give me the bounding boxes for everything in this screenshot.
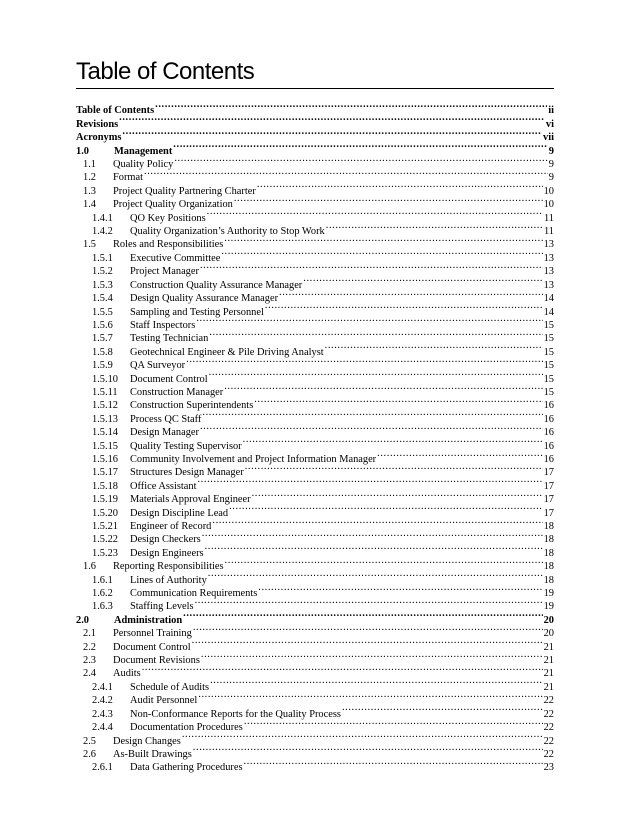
toc-entry[interactable] — [76, 663, 554, 680]
dot-leader — [192, 636, 543, 649]
toc-entry-label: Personnel Training — [113, 628, 192, 640]
toc-entry-label: Project Manager — [130, 266, 199, 278]
toc-entry-label: Audit Personnel — [130, 695, 198, 707]
dot-leader — [207, 207, 543, 220]
toc-entry[interactable] — [76, 180, 554, 197]
toc-entry-number: 1.5.14 — [92, 427, 118, 439]
toc-entry-page-number: 17 — [543, 494, 554, 506]
toc-entry-page-number: 16 — [543, 400, 554, 412]
toc-entry-page-number: 10 — [543, 185, 554, 197]
toc-entry-label: Document Control — [130, 373, 208, 385]
dot-leader — [234, 194, 543, 207]
dot-leader — [258, 583, 542, 596]
toc-entry-page-number: 13 — [543, 266, 554, 278]
toc-entry[interactable] — [76, 140, 554, 157]
dot-leader — [209, 368, 543, 381]
toc-entry-page-number: 15 — [543, 346, 554, 358]
toc-entry-page-number: 22 — [543, 735, 554, 747]
toc-entry-number: 2.3 — [83, 655, 96, 667]
toc-entry-label: Revisions — [76, 118, 119, 130]
dot-leader — [265, 301, 543, 314]
toc-entry-number: 2.5 — [83, 735, 96, 747]
toc-entry-label: Administration — [114, 614, 183, 626]
toc-entry-number: 2.4.1 — [92, 681, 113, 693]
toc-entry-page-number: 16 — [543, 453, 554, 465]
toc-entry-label: Quality Policy — [113, 159, 174, 171]
dot-leader — [377, 449, 542, 462]
toc-entry-page-number: 9 — [548, 145, 554, 157]
dot-leader — [229, 502, 543, 515]
toc-entry-page-number: 15 — [543, 386, 554, 398]
dot-leader — [224, 234, 542, 247]
dot-leader — [144, 167, 548, 180]
toc-entry-page-number: 22 — [543, 695, 554, 707]
toc-entry-page-number: 21 — [543, 668, 554, 680]
toc-entry-label: Design Quality Assurance Manager — [130, 293, 279, 305]
dot-leader — [208, 569, 543, 582]
toc-entry-label: Schedule of Audits — [130, 681, 210, 693]
dot-leader — [303, 274, 542, 287]
toc-entry-page-number: 22 — [543, 748, 554, 760]
dot-leader — [212, 516, 542, 529]
toc-entry-number: 1.5.5 — [92, 306, 113, 318]
toc-entry-label: Structures Design Manager — [130, 467, 244, 479]
toc-entry-label: Community Involvement and Project Information Manager — [130, 453, 377, 465]
toc-entry-number: 1.6.2 — [92, 588, 113, 600]
toc-entry-page-number: 18 — [543, 574, 554, 586]
toc-entry-number: 1.5.9 — [92, 360, 113, 372]
dot-leader — [142, 663, 543, 676]
toc-entry-number: 1.5.13 — [92, 413, 118, 425]
dot-leader — [254, 395, 542, 408]
toc-entry-page-number: 19 — [543, 601, 554, 613]
toc-entry-label: Project Quality Organization — [113, 199, 233, 211]
toc-entry-number: 1.3 — [83, 185, 96, 197]
toc-entry-number: 1.5.6 — [92, 319, 113, 331]
toc-entry-label: Design Engineers — [130, 547, 204, 559]
toc-entry-number: 1.6.3 — [92, 601, 113, 613]
toc-entry-number: 1.5.3 — [92, 279, 113, 291]
toc-entry-page-number: 13 — [543, 252, 554, 264]
toc-entry-page-number: 11 — [543, 212, 554, 224]
toc-entry-page-number: ii — [548, 105, 554, 117]
dot-leader — [200, 422, 543, 435]
toc-entry-number: 1.0 — [76, 145, 89, 157]
dot-leader — [224, 382, 542, 395]
toc-entry-label: Lines of Authority — [130, 574, 207, 586]
toc-entry-number: 1.5.4 — [92, 293, 113, 305]
dot-leader — [200, 261, 543, 274]
toc-entry-page-number: 15 — [543, 319, 554, 331]
toc-entry-number: 1.4.1 — [92, 212, 113, 224]
dot-leader — [198, 690, 542, 703]
dot-leader — [195, 596, 543, 609]
table-of-contents — [76, 100, 554, 774]
toc-entry-label: QO Key Positions — [130, 212, 206, 224]
toc-entry-number: 1.5.16 — [92, 453, 118, 465]
toc-entry-label: Document Control — [113, 641, 191, 653]
toc-entry-number: 1.5.20 — [92, 507, 118, 519]
toc-entry-number: 1.5.10 — [92, 373, 118, 385]
toc-entry-page-number: 17 — [543, 467, 554, 479]
toc-entry-label: Project Quality Partnering Charter — [113, 185, 256, 197]
toc-entry-page-number: 14 — [543, 293, 554, 305]
toc-entry-number: 1.5.18 — [92, 480, 118, 492]
toc-entry-page-number: 16 — [543, 413, 554, 425]
toc-entry-label: Documentation Procedures — [130, 722, 243, 734]
toc-entry-page-number: 14 — [543, 306, 554, 318]
dot-leader — [173, 140, 548, 153]
toc-entry-page-number: 18 — [543, 521, 554, 532]
toc-entry-number: 1.5.1 — [92, 252, 113, 264]
toc-entry-label: Staff Inspectors — [130, 319, 196, 331]
dot-leader — [201, 650, 543, 663]
dot-leader — [252, 489, 543, 502]
toc-entry-number: 1.5.2 — [92, 266, 113, 278]
dot-leader — [221, 247, 542, 260]
toc-entry[interactable] — [76, 100, 554, 117]
toc-entry-label: Management — [114, 145, 173, 157]
toc-entry-number: 2.1 — [83, 628, 96, 640]
toc-entry-label: Construction Manager — [130, 386, 224, 398]
toc-entry-label: Acronyms — [76, 132, 122, 144]
toc-entry-number: 1.5.11 — [92, 386, 118, 398]
toc-entry-number: 1.5 — [83, 239, 96, 251]
dot-leader — [174, 154, 547, 167]
toc-entry-label: Engineer of Record — [130, 521, 212, 532]
dot-leader — [210, 676, 543, 689]
toc-entry-number: 1.5.12 — [92, 400, 118, 412]
toc-entry-label: Design Discipline Lead — [130, 507, 229, 519]
toc-entry-page-number: 11 — [543, 226, 554, 238]
toc-entry-number: 2.6.1 — [92, 762, 113, 774]
toc-entry-page-number: 20 — [543, 628, 554, 640]
toc-entry-number: 1.5.23 — [92, 547, 118, 559]
toc-entry-number: 1.6.1 — [92, 574, 113, 586]
toc-entry-page-number: 19 — [543, 588, 554, 600]
toc-entry-page-number: 9 — [548, 159, 554, 171]
toc-entry-number: 2.0 — [76, 614, 89, 626]
toc-entry-number: 1.5.22 — [92, 534, 118, 546]
toc-entry-page-number: 22 — [543, 722, 554, 734]
page-title: Table of Contents — [76, 58, 255, 85]
dot-leader — [342, 703, 543, 716]
dot-leader — [186, 355, 542, 368]
toc-entry-page-number: 13 — [543, 239, 554, 251]
toc-entry-label: Staffing Levels — [130, 601, 194, 613]
dot-leader — [122, 127, 542, 140]
toc-entry-page-number: 18 — [543, 534, 554, 546]
toc-entry-number: 1.5.8 — [92, 346, 113, 358]
title-underline — [76, 88, 554, 89]
toc-entry-page-number: 21 — [543, 655, 554, 667]
dot-leader — [257, 180, 543, 193]
dot-leader — [119, 113, 545, 126]
toc-entry-label: Sampling and Testing Personnel — [130, 306, 264, 318]
dot-leader — [197, 475, 542, 488]
toc-entry[interactable] — [76, 127, 554, 144]
toc-entry-number: 2.4.4 — [92, 722, 113, 734]
toc-entry-label: Design Checkers — [130, 534, 201, 546]
toc-entry-page-number: vii — [543, 132, 554, 144]
toc-entry-label: Executive Committee — [130, 252, 221, 264]
toc-entry-number: 1.4 — [83, 199, 96, 211]
toc-entry-page-number: 15 — [543, 373, 554, 385]
toc-entry-label: Office Assistant — [130, 480, 197, 492]
toc-entry-label: Process QC Staff — [130, 413, 202, 425]
toc-entry-page-number: 16 — [543, 440, 554, 452]
toc-entry-number: 2.4 — [83, 668, 96, 680]
toc-entry-label: Quality Organization’s Authority to Stop Work — [130, 226, 325, 238]
toc-entry-number: 2.4.2 — [92, 695, 113, 707]
toc-entry-number: 1.5.7 — [92, 333, 113, 345]
toc-entry-number: 2.2 — [83, 641, 96, 653]
toc-entry-page-number: 15 — [543, 360, 554, 372]
toc-entry-page-number: 18 — [543, 547, 554, 559]
dot-leader — [326, 221, 543, 234]
toc-entry-label: Audits — [113, 668, 141, 680]
dot-leader — [245, 462, 543, 475]
toc-entry-number: 1.5.19 — [92, 494, 118, 506]
toc-entry-page-number: 21 — [543, 681, 554, 693]
toc-entry-number: 1.2 — [83, 172, 96, 184]
toc-entry-page-number: 21 — [543, 641, 554, 653]
toc-entry-number: 1.1 — [83, 159, 96, 171]
toc-entry-number: 1.5.21 — [92, 521, 118, 532]
toc-entry-label: Format — [113, 172, 144, 184]
toc-entry-page-number: 18 — [543, 561, 554, 573]
toc-entry-label: Reporting Responsibilities — [113, 561, 224, 573]
toc-entry-label: Design Changes — [113, 735, 181, 747]
toc-entry-label: Design Manager — [130, 427, 199, 439]
toc-entry-page-number: 17 — [543, 507, 554, 519]
dot-leader — [196, 315, 542, 328]
toc-entry-label: Communication Requirements — [130, 588, 258, 600]
toc-entry-number: 1.6 — [83, 561, 96, 573]
toc-entry-number: 1.4.2 — [92, 226, 113, 238]
dot-leader — [202, 529, 543, 542]
toc-entry-label: Testing Technician — [130, 333, 209, 345]
toc-entry-page-number: 13 — [543, 279, 554, 291]
toc-entry-page-number: vi — [545, 118, 554, 130]
toc-entry-number: 1.5.17 — [92, 467, 118, 479]
dot-leader — [193, 744, 543, 757]
dot-leader — [244, 717, 543, 730]
toc-entry-page-number: 23 — [543, 762, 554, 774]
dot-leader — [183, 609, 542, 622]
toc-entry-label: Construction Superintendents — [130, 400, 254, 412]
dot-leader — [209, 328, 542, 341]
toc-entry-page-number: 22 — [543, 708, 554, 720]
dot-leader — [244, 757, 543, 770]
toc-entry[interactable] — [76, 676, 554, 693]
dot-leader — [205, 542, 543, 555]
dot-leader — [193, 623, 543, 636]
dot-leader — [155, 100, 547, 113]
toc-entry-page-number: 20 — [543, 614, 554, 626]
toc-entry-number: 1.5.15 — [92, 440, 118, 452]
toc-entry-page-number: 15 — [543, 333, 554, 345]
toc-entry[interactable] — [76, 113, 554, 130]
toc-entry-label: Construction Quality Assurance Manager — [130, 279, 303, 291]
dot-leader — [202, 408, 542, 421]
toc-entry-page-number: 10 — [543, 199, 554, 211]
toc-entry-label: Materials Approval Engineer — [130, 494, 251, 506]
toc-entry-page-number: 17 — [543, 480, 554, 492]
dot-leader — [243, 435, 543, 448]
dot-leader — [279, 288, 543, 301]
toc-entry-label: Quality Testing Supervisor — [130, 440, 242, 452]
toc-entry-label: Non-Conformance Reports for the Quality Process — [130, 708, 341, 720]
toc-entry-label: As-Built Drawings — [113, 748, 192, 760]
toc-entry-label: QA Surveyor — [130, 360, 186, 372]
toc-entry[interactable] — [76, 167, 554, 184]
toc-entry-label: Data Gathering Procedures — [130, 762, 243, 774]
dot-leader — [325, 341, 543, 354]
toc-entry-label: Document Revisions — [113, 655, 200, 667]
toc-entry-number: 2.4.3 — [92, 708, 113, 720]
dot-leader — [182, 730, 543, 743]
toc-entry-label: Table of Contents — [76, 105, 155, 117]
toc-entry-number: 2.6 — [83, 748, 96, 760]
toc-entry-label: Geotechnical Engineer & Pile Driving Analyst — [130, 346, 324, 358]
toc-entry-page-number: 9 — [548, 172, 554, 184]
toc-entry-label: Roles and Responsibilities — [113, 239, 224, 251]
dot-leader — [225, 556, 543, 569]
toc-entry-page-number: 16 — [543, 427, 554, 439]
